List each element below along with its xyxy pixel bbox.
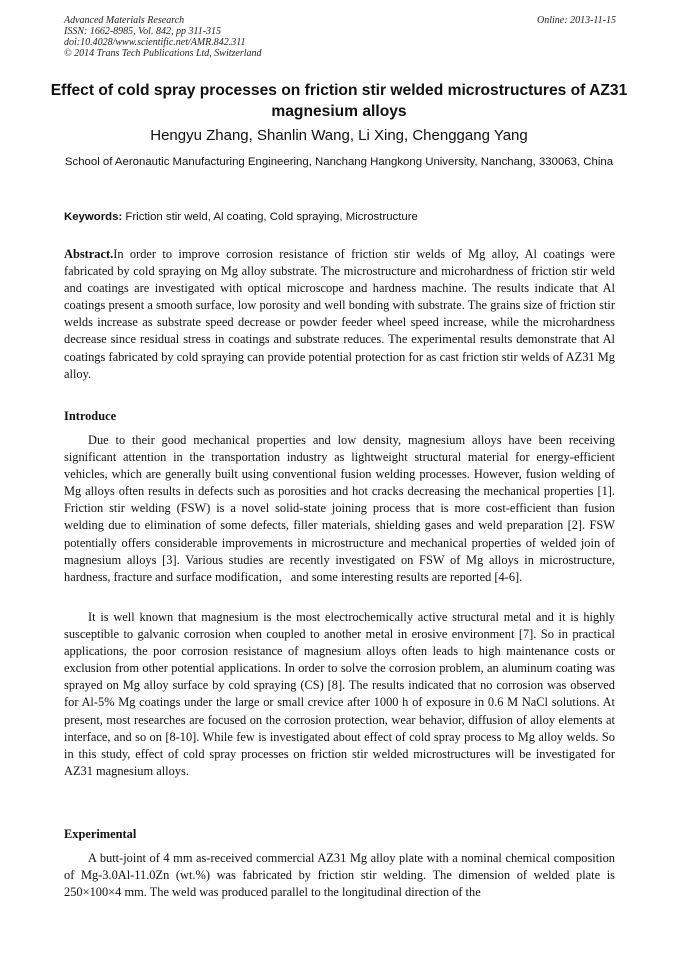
- affiliation: School of Aeronautic Manufacturing Engineering, Nanchang Hangkong University, Nanchang, 330063, China: [64, 156, 614, 168]
- experimental-paragraph-1: A butt-joint of 4 mm as-received commercial AZ31 Mg alloy plate with a nominal chemical composition of Mg-3.0Al-11.0Zn (wt.%) was fabricated by friction stir welding. The dimension of welded plate is 250×100×4 mm. The weld was produced parallel to the longitudinal direction of the: [64, 851, 615, 900]
- copyright-line: © 2014 Trans Tech Publications Ltd, Switzerland: [64, 48, 262, 59]
- doi-line: doi:10.4028/www.scientific.net/AMR.842.311: [64, 37, 246, 48]
- keywords-label: Keywords:: [64, 211, 123, 223]
- intro-paragraph-1: Due to their good mechanical properties and low density, magnesium alloys have been receiving significant attention in the transportation industry as lightweight structural material for energy-efficient vehicles, which are generally built using conventional fusion welding processes. However, fusion welding of Mg alloys often results in defects such as porosities and hot cracks decreasing the mechanical properties [1]. Friction stir welding (FSW) is a novel solid-state joining process that is more cost-efficient than fusion welding due to elimination of some defects, filler materials, shielding gases and weld preparation [2]. FSW potentially offers considerable improvements in microstructure and mechanical properties of welded join of magnesium alloys [3]. Various studies are recently investigated on FSW of Mg alloys in microstructure, hardness, fracture and surface modification，and some interesting results are reported [4-6].: [64, 433, 615, 584]
- abstract-text: In order to improve corrosion resistance of friction stir welds of Mg alloy, Al coatings were fabricated by cold spraying on Mg alloy substrate. The microstructure and microhardness of friction stir weld and coatings are investigated with optical microscope and hardness machine. The results indicate that Al coatings present a smooth surface, low porosity and well bonding with substrate. The grains size of friction stir welds increase as substrate speed decrease or powder feeder wheel speed increase, while the microhardness decrease since residual stress in coatings and substrate reduces. The experimental results demonstrate that Al coatings fabricated by cold spraying can provide potential protection for as cast friction stir welds of AZ31 Mg alloy.: [64, 247, 615, 381]
- journal-name: Advanced Materials Research: [64, 15, 185, 26]
- author-list: Hengyu Zhang, Shanlin Wang, Li Xing, Chenggang Yang: [150, 127, 528, 144]
- online-date: Online: 2013-11-15: [537, 15, 616, 26]
- abstract-paragraph: [64, 246, 615, 383]
- running-header: [64, 15, 616, 59]
- abstract-label: Abstract.: [64, 247, 114, 261]
- paper-title: Effect of cold spray processes on friction stir welded microstructures of AZ31 magnesium alloys: [50, 82, 628, 120]
- issn-line: ISSN: 1662-8985, Vol. 842, pp 311-315: [64, 26, 222, 37]
- section-heading-experimental: Experimental: [64, 827, 137, 841]
- intro-paragraph-2: It is well known that magnesium is the most electrochemically active structural metal and it is highly susceptible to galvanic corrosion when coupled to another metal in erosive environment [7]. So in practical applications, the poor corrosion resistance of magnesium alloys often leads to high maintenance costs or exclusion from other potential applications. In order to solve the corrosion problem, an aluminum coating was sprayed on Mg alloy surface by cold spraying (CS) [8]. The results indicated that no corrosion was observed for Al-5% Mg coatings under the large or small crevice after 1000 h of exposure in 0.6 M NaCl solutions. At present, most researches are focused on the corrosion protection, wear behavior, diffusion of alloy elements at interface, and so on [8-10]. While few is investigated about effect of cold spray process to Mg alloy welds. So in this study, effect of cold spray processes on friction stir welded microstructures will be investigated for AZ31 magnesium alloys.: [64, 610, 615, 778]
- keywords-text: Friction stir weld, Al coating, Cold spraying, Microstructure: [125, 211, 418, 223]
- keywords-line: [64, 209, 616, 225]
- section-heading-introduce: Introduce: [64, 409, 117, 423]
